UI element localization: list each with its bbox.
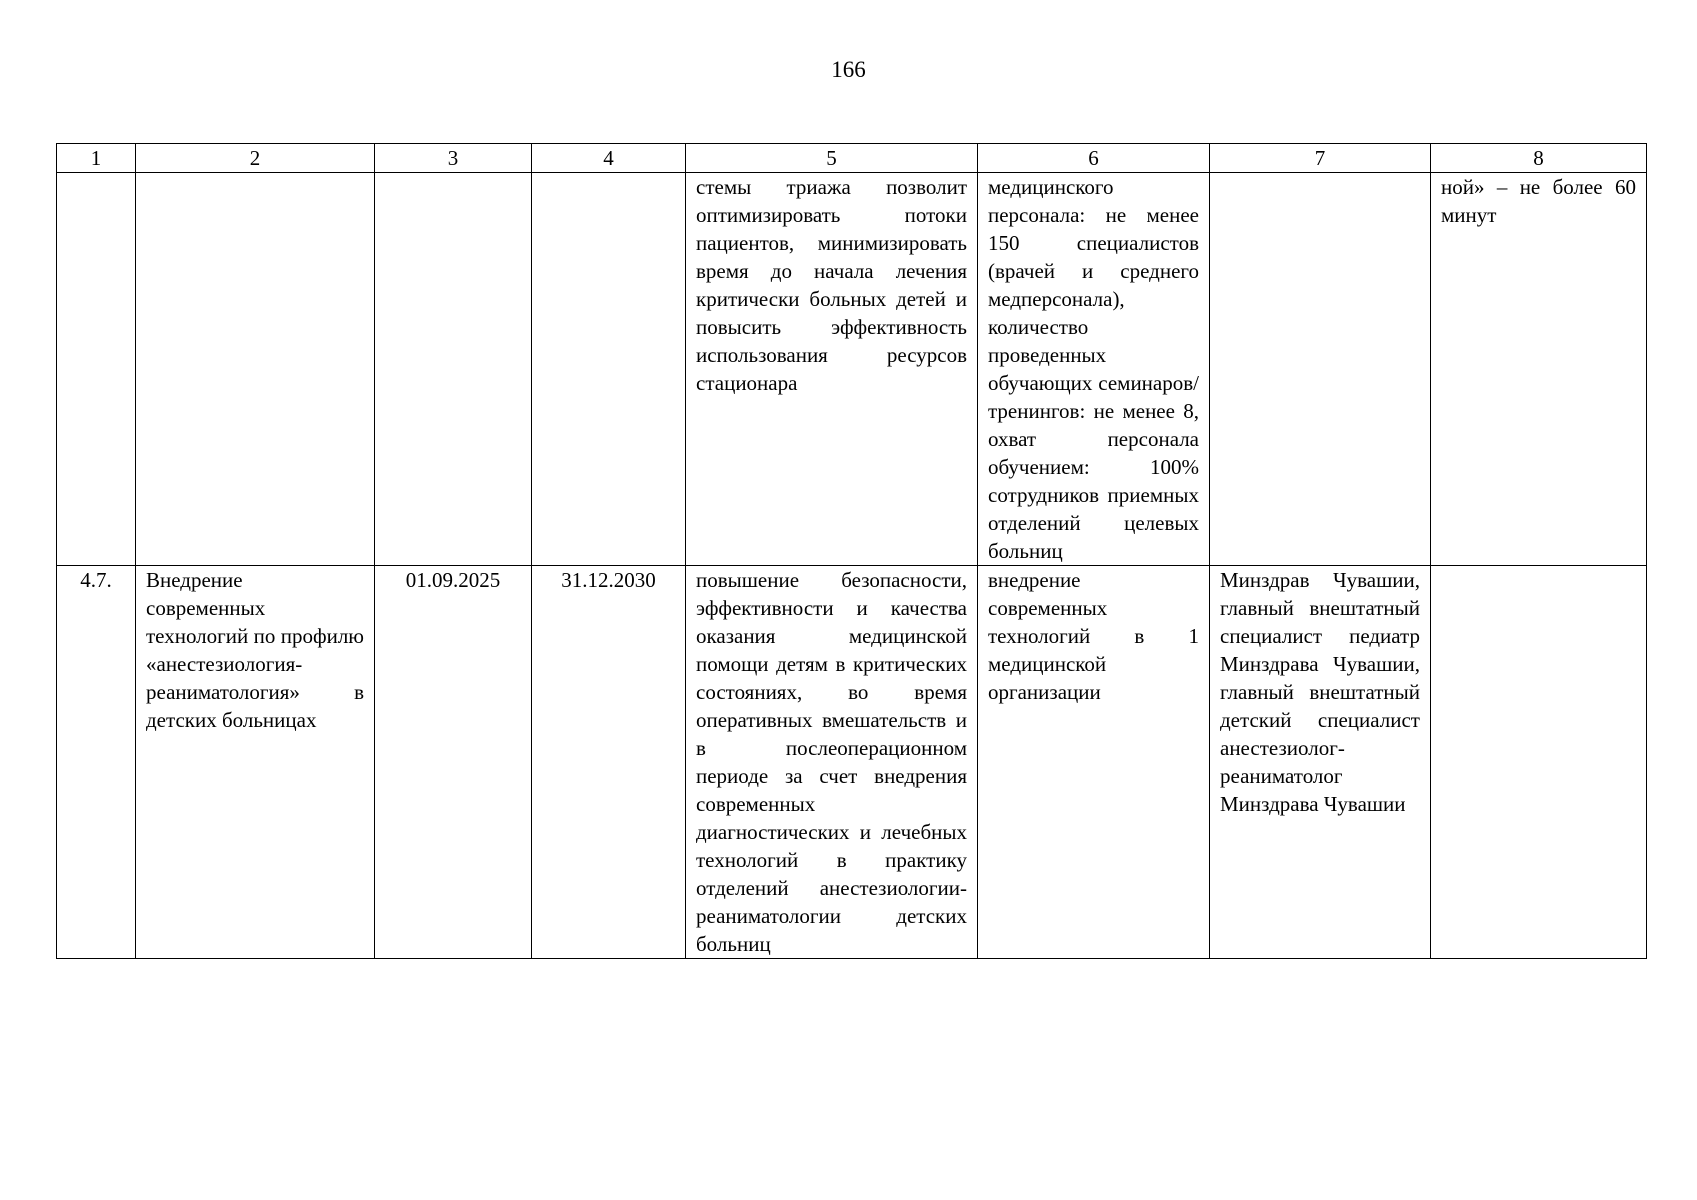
column-number-3: 3 xyxy=(375,144,532,173)
column-number-5: 5 xyxy=(686,144,978,173)
target-value-cell: ной» – не более 60 минут xyxy=(1431,173,1647,566)
measure-name-cell xyxy=(136,173,375,566)
column-number-8: 8 xyxy=(1431,144,1647,173)
column-number-1: 1 xyxy=(57,144,136,173)
expected-result-cell: повышение безопасности, эффективности и качества оказания медицинской помощи детям в критических состояниях, во время оперативных вмешательств и в послеоперационном периоде за счет внедрения современных диагностических и лечебных технологий в практику отделений анестезиологии-реаниматологии детских больниц xyxy=(686,566,978,959)
measures-table xyxy=(56,143,1647,959)
column-number-row xyxy=(57,144,1647,173)
row-number-cell: 4.7. xyxy=(57,566,136,959)
column-number-4: 4 xyxy=(532,144,686,173)
end-date-cell: 31.12.2030 xyxy=(532,566,686,959)
table-row-continued xyxy=(57,173,1647,566)
responsible-cell xyxy=(1210,173,1431,566)
column-number-7: 7 xyxy=(1210,144,1431,173)
indicator-cell: внедрение современных технологий в 1 медицинской организации xyxy=(978,566,1210,959)
target-value-cell xyxy=(1431,566,1647,959)
row-number-cell xyxy=(57,173,136,566)
indicator-cell: медицинского персонала: не менее 150 специалистов (врачей и среднего медперсонала), количество проведенных обучающих семинаров/тренингов: не менее 8, охват персонала обучением: 100% сотрудников приемных отделений целевых больниц xyxy=(978,173,1210,566)
column-number-2: 2 xyxy=(136,144,375,173)
end-date-cell xyxy=(532,173,686,566)
column-number-6: 6 xyxy=(978,144,1210,173)
table-row-4-7 xyxy=(57,566,1647,959)
start-date-cell xyxy=(375,173,532,566)
expected-result-cell: стемы триажа позволит оптимизировать потоки пациентов, минимизировать время до начала лечения критически больных детей и повысить эффективность использования ресурсов стационара xyxy=(686,173,978,566)
page-number: 166 xyxy=(831,57,866,82)
responsible-cell: Минздрав Чувашии, главный внештатный специалист педиатр Минздрава Чувашии, главный внештатный детский специалист анестезиолог-реаниматолог Минздрава Чувашии xyxy=(1210,566,1431,959)
measure-name-cell: Внедрение современных технологий по профилю «анестезиология-реаниматология» в детских больницах xyxy=(136,566,375,959)
start-date-cell: 01.09.2025 xyxy=(375,566,532,959)
